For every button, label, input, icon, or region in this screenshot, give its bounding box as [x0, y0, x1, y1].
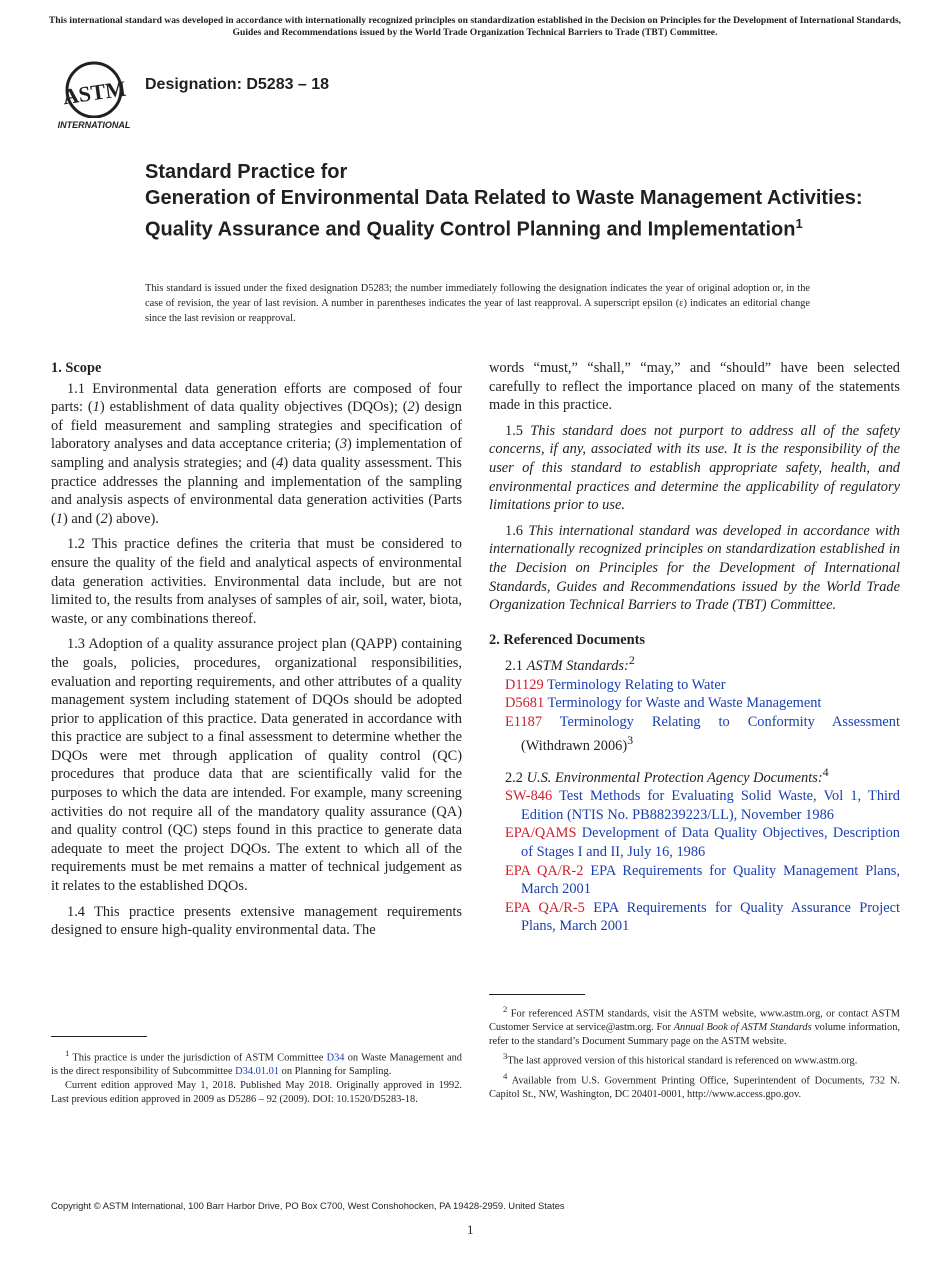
left-column [51, 359, 462, 940]
footnote-4: $^4$ Available from U.S. Government Printing Office, Superintendent of Documents, 732 N. Capitol St., NW, Washington, DC 20401-0001, http://www.access.gpo.gov. [489, 1070, 900, 1101]
paragraph-1-6: 1.6 This international standard was developed in accordance with internationally recognized principles on standardization established in the Decision on Principles for the Development of International Standards, Guides and Recommendations issued by the World Trade Organization Technical Barriers to Trade (TBT) Committee. [489, 522, 900, 614]
epa-documents-list [489, 787, 900, 936]
astm-standards-list [489, 676, 900, 756]
document-title [145, 160, 865, 243]
svg-text:INTERNATIONAL: INTERNATIONAL [57, 120, 131, 130]
title-main-text: Generation of Environmental Data Related to Waste Management Activities: Quality Assurance and Quality Control Planning and Implementation [145, 186, 863, 241]
reference-code[interactable]: EPA QA/R-5 [505, 899, 585, 916]
reference-item [489, 824, 900, 861]
title-line-1: Standard Practice for [145, 161, 348, 183]
reference-code[interactable]: EPA QA/R-2 [505, 862, 584, 879]
footnote-divider [51, 1036, 147, 1037]
paragraph-1-1: 1.1 Environmental data generation efforts are composed of four parts: (1) establishment of data quality objectives (DQOs); (2) design of field measurement and sampling strategies and specification of laboratory analyses and data acceptance criteria; (3) implementation of sampling and analysis strategies; and (4) data quality assessment. This practice addresses the planning and implementation of the sampling and analysis aspects of environmental data generation activities (Parts (1) and (2) above). [51, 380, 463, 527]
issuance-note: This standard is issued under the fixed designation D5283; the number immediately following the designation indicates the year of original adoption or, in the case of revision, the year of last revision. A number in parentheses indicates the year of last reapproval. A superscript epsilon (ε) indicates an editorial change since the last revision or reapproval. [145, 283, 810, 324]
reference-code[interactable]: SW-846 [505, 788, 553, 805]
page-number: 1 [467, 1222, 474, 1237]
reference-item [489, 862, 900, 899]
footnote-2: $^2$ For referenced ASTM standards, visit the ASTM website, www.astm.org, or contact ASTM Customer Service at service@astm.org. For Annual Book of ASTM Standards volume information, refer to the standard’s Document Summary page on the ASTM website. [489, 1004, 901, 1048]
reference-code[interactable]: E1187 [505, 713, 543, 730]
reference-item [489, 694, 900, 713]
title-footnote-ref: 1 [795, 216, 803, 231]
reference-item [489, 676, 900, 695]
reference-item [489, 899, 900, 936]
reference-status: (Withdrawn 2006) [521, 738, 628, 755]
reference-title[interactable]: Terminology Relating to Conformity Assessment [559, 713, 900, 730]
reference-title[interactable]: EPA Requirements for Quality Management Plans, March 2001 [521, 862, 900, 898]
reference-title[interactable]: EPA Requirements for Quality Assurance Project Plans, March 2001 [521, 899, 900, 935]
link-d34-01-01[interactable]: D34.01.01 [235, 1066, 280, 1078]
svg-text:ASTM: ASTM [61, 75, 128, 110]
designation: Designation: D5283 – 18 [145, 76, 330, 93]
reference-title[interactable]: Terminology Relating to Water [546, 676, 726, 693]
subsection-2-2: 2.2 U.S. Environmental Protection Agency Documents:$^4$ [505, 764, 829, 786]
section-heading-referenced-documents: 2. Referenced Documents [489, 631, 645, 648]
reference-item [489, 787, 900, 824]
tbt-notice: This international standard was developed in accordance with internationally recognized principles on standardization established in the Decision on Principles for the Development of International Standards, Guides and Recommendations issued by the World Trade Organization Technical Barriers to Trade (TBT) Committee. [48, 15, 902, 38]
paragraph-1-2: 1.2 This practice defines the criteria that must be considered to ensure the quality of the field and analytical aspects of environmental data generation activities. Environmental data include, but are not limited to, the results from analyses of samples of air, soil, water, biota, waste, or any combinations thereof. [51, 536, 462, 627]
reference-title[interactable]: Test Methods for Evaluating Solid Waste, Vol 1, Third Edition (NTIS No. PB88239223/LL), November 1986 [521, 788, 900, 823]
footnotes-right [489, 1002, 900, 1102]
reference-code[interactable]: D5681 [505, 695, 545, 712]
reference-item [489, 713, 900, 756]
footnotes-left [51, 1046, 462, 1107]
reference-footnote-ref: 3 [627, 733, 634, 748]
footnote-divider-right [489, 994, 585, 995]
right-column [489, 359, 900, 936]
reference-code[interactable]: D1129 [505, 676, 544, 693]
paragraph-1-4: 1.4 This practice presents extensive management requirements designed to ensure high-quality environmental data. The [51, 903, 462, 939]
section-heading-scope: 1. Scope [51, 360, 102, 376]
reference-title[interactable]: Terminology for Waste and Waste Management [547, 695, 822, 712]
title-main [145, 186, 865, 244]
reference-code[interactable]: EPA/QAMS [505, 825, 577, 842]
astm-logo [52, 58, 136, 132]
copyright: Copyright © ASTM International, 100 Barr Harbor Drive, PO Box C700, West Conshohocken, PA 19428-2959. United States [51, 1200, 565, 1211]
paragraph-1-3: 1.3 Adoption of a quality assurance project plan (QAPP) containing the goals, policies, procedures, organizational responsibilities, evaluation and reporting requirements, and other attributes of a quality management system including statement of DQOs should be adopted prior to application of this practice. Data generated in accordance with this practice are subject to a final assessment to determine whether the DQOs were met through application of quality control (QC) procedures that produce data that are scientifically valid for the purposes to which the data are intended. For example, many screening activities do not require all of the mandatory quality assurance (QA) and quality control (QC) steps found in this practice to generate data adequate to meet the project DQOs. The extent to which all of the requirements must be met remains a matter of technical judgement as it relates to the established DQOs. [51, 636, 462, 895]
paragraph-1-4-continued: words “must,” “shall,” “may,” and “should” have been selected carefully to reflect the importance placed on many of the statements made in this practice. [489, 360, 900, 414]
reference-title[interactable]: Development of Data Quality Objectives, Description of Stages I and II, July 16, 1986 [521, 825, 901, 861]
footnote-1: $^1$ This practice is under the jurisdiction of ASTM Committee D34 on Waste Management and is the direct responsibility of Subcommittee D34.01.01 on Planning for Sampling. [51, 1048, 462, 1078]
edition-approval-note: Current edition approved May 1, 2018. Published May 2018. Originally approved in 1992. Last previous edition approved in 2009 as D5286 – 92 (2009). DOI: 10.1520/D5283-18. [51, 1080, 462, 1106]
subsection-2-1: 2.1 ASTM Standards:$^2$ [505, 653, 635, 675]
astm-logo-icon [52, 58, 136, 132]
paragraph-1-5: 1.5 This standard does not purport to address all of the safety concerns, if any, associated with its use. It is the responsibility of the user of this standard to establish appropriate safety, health, and environmental practices and determine the applicability of regulatory limitations prior to use. [489, 422, 900, 514]
footnote-3: $^3$The last approved version of this historical standard is referenced on www.astm.org. [503, 1051, 858, 1067]
link-d34[interactable]: D34 [326, 1052, 345, 1064]
